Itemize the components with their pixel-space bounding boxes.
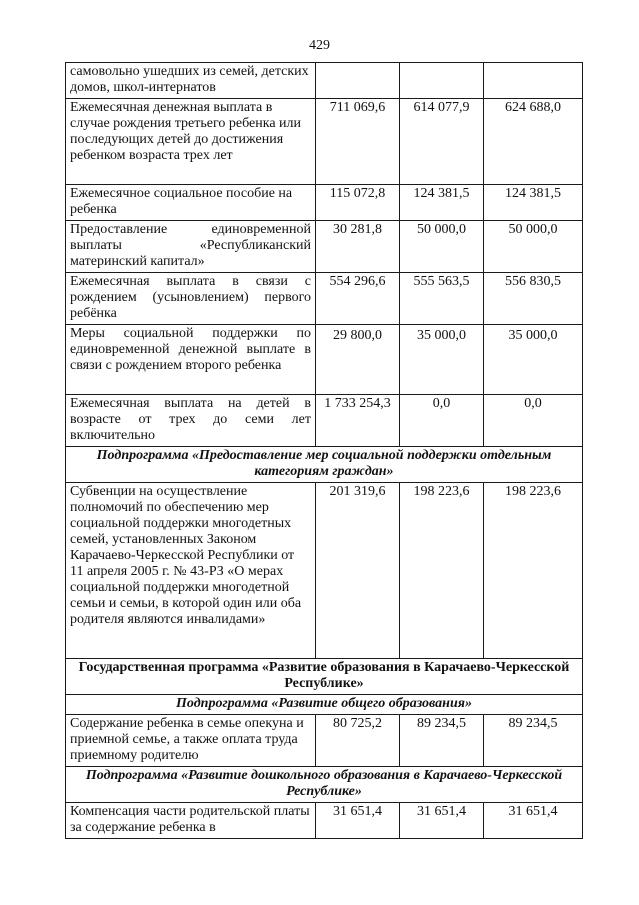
program-heading-row — [66, 659, 583, 695]
table-row — [66, 803, 583, 839]
value-cell: 554 296,6 — [316, 273, 400, 325]
value-cell: 31 651,4 — [400, 803, 484, 839]
table-row — [66, 395, 583, 447]
value-cell: 198 223,6 — [400, 483, 484, 659]
table-row — [66, 325, 583, 395]
value-cell: 50 000,0 — [400, 221, 484, 273]
table-row — [66, 715, 583, 767]
row-label: Компенсация части родительской платы за содержание ребенка в — [66, 803, 316, 839]
table-row — [66, 273, 583, 325]
value-cell: 124 381,5 — [484, 185, 583, 221]
value-cell: 0,0 — [484, 395, 583, 447]
row-label: Субвенции на осуществление полномочий по обеспечению мер социальной поддержки многодетных семей, установленных Законом Карачаево-Черкесской Республики от 11 апреля 2005 г. № 43-РЗ «О мерах социальной поддержки многодетной семьи и семьи, в которой один или оба родителя являются инвалидами» — [66, 483, 316, 659]
table-row — [66, 185, 583, 221]
value-cell: 115 072,8 — [316, 185, 400, 221]
subprogram-heading: Подпрограмма «Развитие дошкольного образования в Карачаево-Черкесской Республике» — [66, 767, 583, 803]
value-cell: 201 319,6 — [316, 483, 400, 659]
row-label: Ежемесячная денежная выплата в случае рождения третьего ребенка или последующих детей до достижения ребенком возраста трех лет — [66, 99, 316, 185]
value-cell: 624 688,0 — [484, 99, 583, 185]
subprogram-heading: Подпрограмма «Предоставление мер социальной поддержки отдельным категориям граждан» — [66, 447, 583, 483]
row-label: Ежемесячная выплата в связи с рождением (усыновлением) первого ребёнка — [66, 273, 316, 325]
row-label: Содержание ребенка в семье опекуна и приемной семье, а также оплата труда приемному родителю — [66, 715, 316, 767]
value-cell: 31 651,4 — [316, 803, 400, 839]
table-row — [66, 483, 583, 659]
value-cell: 1 733 254,3 — [316, 395, 400, 447]
value-cell: 198 223,6 — [484, 483, 583, 659]
value-cell: 556 830,5 — [484, 273, 583, 325]
row-label: Меры социальной поддержки по единовременной денежной выплате в связи с рождением второго ребенка — [66, 325, 316, 395]
table-row — [66, 63, 583, 99]
page-number: 429 — [309, 38, 330, 53]
subprogram-heading: Подпрограмма «Развитие общего образования» — [66, 695, 583, 715]
value-cell: 30 281,8 — [316, 221, 400, 273]
value-cell — [400, 63, 484, 99]
value-cell: 711 069,6 — [316, 99, 400, 185]
value-cell: 50 000,0 — [484, 221, 583, 273]
row-label: Ежемесячное социальное пособие на ребенка — [66, 185, 316, 221]
table-row — [66, 221, 583, 273]
row-label: Ежемесячная выплата на детей в возрасте от трех до семи лет включительно — [66, 395, 316, 447]
budget-table — [65, 62, 583, 839]
value-cell: 35 000,0 — [400, 325, 484, 395]
value-cell: 80 725,2 — [316, 715, 400, 767]
row-label: самовольно ушедших из семей, детских домов, школ-интернатов — [66, 63, 316, 99]
value-cell: 124 381,5 — [400, 185, 484, 221]
value-cell: 29 800,0 — [316, 325, 400, 395]
value-cell — [484, 63, 583, 99]
subprogram-heading-row — [66, 447, 583, 483]
program-heading: Государственная программа «Развитие образования в Карачаево-Черкесской Республике» — [66, 659, 583, 695]
table-row — [66, 99, 583, 185]
value-cell: 555 563,5 — [400, 273, 484, 325]
row-label: Предоставление единовременной выплаты «Республиканский материнский капитал» — [66, 221, 316, 273]
value-cell: 35 000,0 — [484, 325, 583, 395]
subprogram-heading-row — [66, 695, 583, 715]
value-cell — [316, 63, 400, 99]
value-cell: 0,0 — [400, 395, 484, 447]
value-cell: 31 651,4 — [484, 803, 583, 839]
value-cell: 614 077,9 — [400, 99, 484, 185]
value-cell: 89 234,5 — [400, 715, 484, 767]
value-cell: 89 234,5 — [484, 715, 583, 767]
subprogram-heading-row — [66, 767, 583, 803]
